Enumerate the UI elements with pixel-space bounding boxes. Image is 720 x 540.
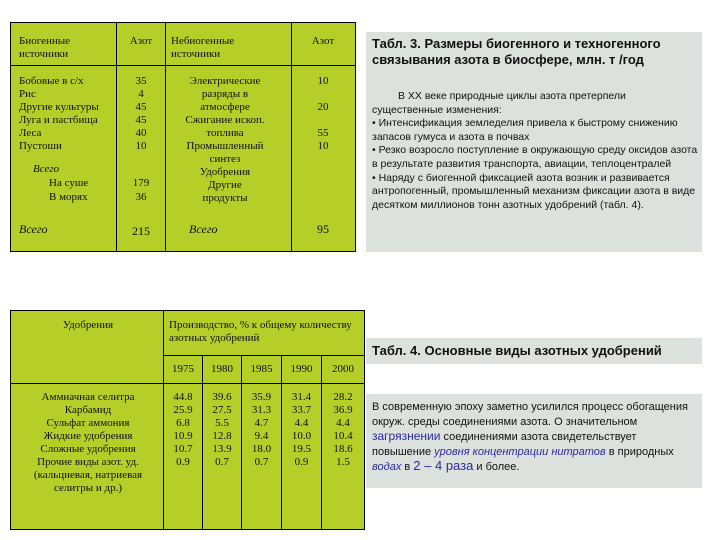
header-fertilizer: Удобрения	[62, 319, 114, 331]
col-divider	[291, 23, 292, 251]
header-bio-sources: Биогенные источники	[19, 35, 70, 60]
bio-source-list: Бобовые в с/х Рис Другие культуры Луга и пастбища Леса Пустоши	[19, 75, 99, 152]
values-1980: 39.6 27.5 5.5 12.8 13.9 0.7	[212, 391, 232, 468]
text-part: и более.	[473, 461, 520, 473]
values-2000: 28.2 36.9 4.4 10.4 18.6 1.5	[333, 391, 353, 468]
keyword-pollution: загрязнении	[372, 429, 441, 443]
header-production: Производство, % к общему количеству азотных удобрений	[169, 319, 352, 344]
table-3-title: Табл. 3. Размеры биогенного и техногенного связывания азота в биосфере, млн. т /год	[372, 36, 661, 67]
header-divider	[11, 65, 355, 66]
values-1975: 44.8 25.9 6.8 10.9 10.7 0.9	[173, 391, 193, 468]
bio-total-value: 215	[132, 224, 150, 238]
table-4-caption-panel	[366, 338, 702, 364]
pollution-paragraph	[366, 394, 702, 481]
lead-paragraph: В XX веке природные циклы азота претерпели существенные изменения:	[372, 90, 626, 116]
table-3-caption-panel	[366, 32, 702, 252]
table-3	[10, 22, 356, 252]
bio-total-label: Всего	[19, 222, 48, 236]
bullet-3: • Наряду с биогенной фиксацией азота возник и развивается антропогенный, промышленный механизм фиксации азота в виде десятком миллионов тонн азотных удобрений (табл. 4).	[372, 171, 696, 211]
header-nitrogen-2: Азот	[311, 35, 335, 47]
values-1990: 31.4 33.7 4.4 10.0 19.5 0.9	[291, 391, 312, 468]
bio-sea-value: 36	[135, 191, 147, 203]
text-part: В современную эпоху заметно усилился процесс обогащения окруж. среды соединениями азота. О значительном	[372, 401, 688, 428]
bio-subtotal-label: Всего	[33, 163, 60, 175]
text-part: в	[401, 461, 414, 473]
abio-total-label: Всего	[189, 222, 218, 236]
header-divider	[164, 355, 364, 356]
text-part: в природных	[605, 445, 674, 458]
bio-sea-label: В морях	[49, 191, 88, 203]
values-1985: 35.9 31.3 4.7 9.4 18.0 0.7	[251, 391, 272, 468]
bio-land-label: На суше	[49, 177, 89, 189]
year-header: 1975	[172, 363, 194, 375]
bio-value-list: 35 4 45 45 40 10	[135, 75, 147, 152]
pollution-text-panel	[366, 394, 702, 488]
keyword-times: 2 – 4 раза	[413, 458, 474, 473]
header-abio-sources: Небиогенные источники	[171, 35, 235, 60]
fertilizer-list: Аммиачная селитра Карбамид Сульфат аммония Жидкие удобрения Сложные удобрения Прочие виды азот. уд. (кальциевая, натриевая селитры и др.)	[33, 391, 143, 494]
bio-land-value: 179	[132, 177, 150, 189]
keyword-nitrate-level: уровня концентрации нитратов	[434, 445, 606, 458]
abio-total-value: 95	[317, 222, 329, 236]
year-header: 1980	[211, 363, 233, 375]
text-part: соединениями азота свидетельствует повышение	[372, 431, 637, 458]
header-nitrogen: Азот	[129, 35, 153, 47]
bullet-1: • Интенсификация земледелия привела к быстрому снижению запасов гумуса и азота в почвах	[372, 117, 678, 143]
header-divider	[11, 383, 364, 384]
abio-source-list: Электрические разряды в атмосфере Сжигание ископ. топлива Промышленный синтез Удобрения Другие продукты	[185, 75, 265, 204]
bullet-2: • Резко возросло поступление в окружающую среду оксидов азота в результате развития транспорта, авиации, теплоцентралей	[372, 144, 698, 170]
abio-value-list: 10 20 55 10	[317, 75, 329, 152]
year-header: 1990	[290, 363, 313, 375]
year-header: 2000	[332, 363, 354, 375]
table-4	[10, 310, 365, 530]
keyword-waters: водах	[372, 461, 402, 473]
ecology-text	[372, 90, 698, 212]
year-header: 1985	[250, 363, 273, 375]
table-4-title: Табл. 4. Основные виды азотных удобрений	[372, 343, 662, 358]
